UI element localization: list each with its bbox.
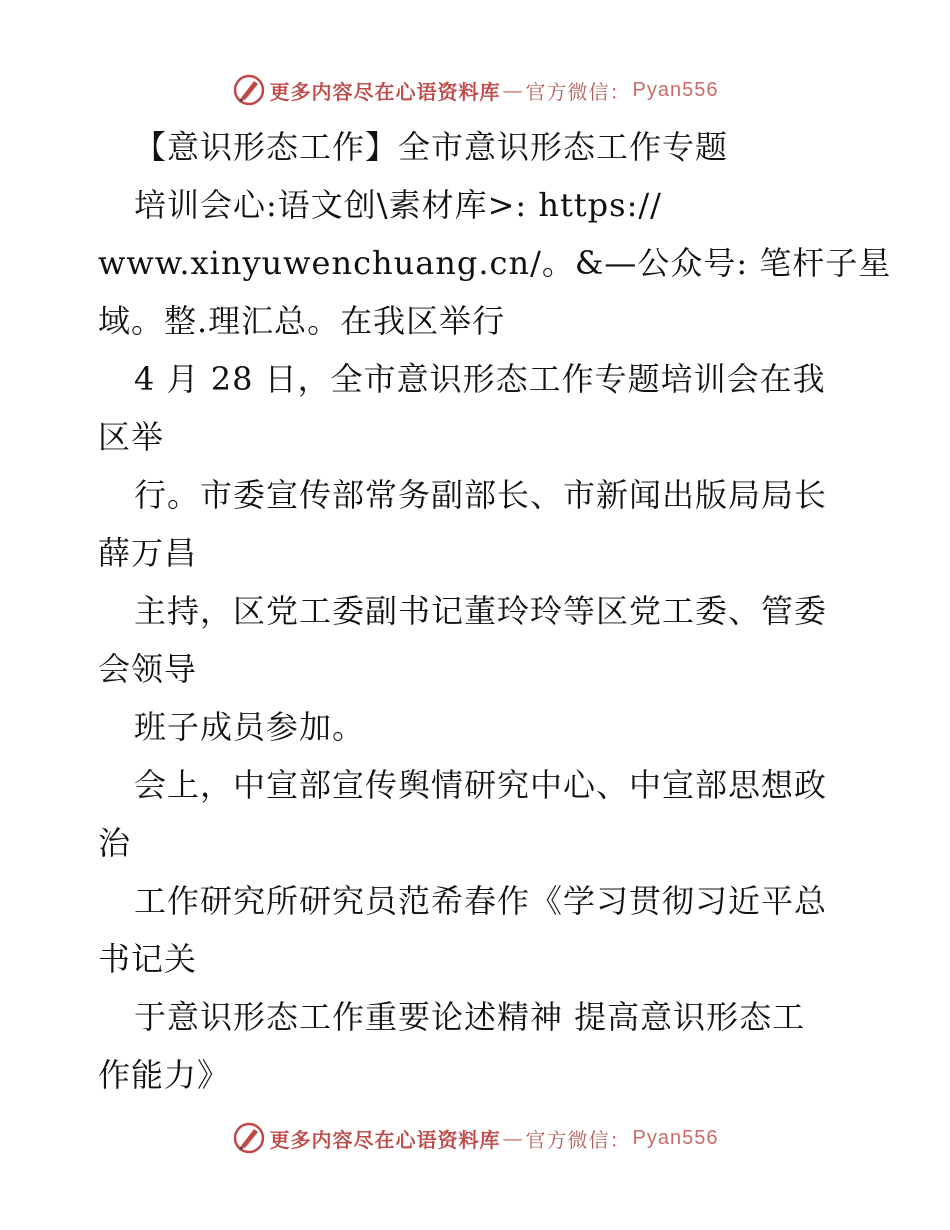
doc-line: 【意识形态工作】全市意识形态工作专题 <box>134 128 729 166</box>
quill-pen-logo-icon <box>232 73 266 107</box>
doc-line: 书记关 <box>98 940 198 978</box>
quill-pen-logo-icon <box>232 1121 266 1155</box>
doc-line: 域。整.理汇总。在我区举行 <box>98 302 506 340</box>
banner-wechat-id: Pyan556 <box>632 78 719 101</box>
banner-brand-text: 更多内容尽在心语资料库 <box>269 79 501 104</box>
document-body <box>98 118 892 1104</box>
doc-line: 治 <box>98 824 132 862</box>
banner-brand-text: 更多内容尽在心语资料库 <box>269 1127 501 1152</box>
banner-separator: — <box>502 1126 524 1150</box>
doc-line: 于意识形态工作重要论述精神 提高意识形态工 <box>134 998 806 1036</box>
doc-line: 作能力》 <box>98 1056 231 1094</box>
doc-line: 区举 <box>98 418 165 456</box>
banner-wechat-id: Pyan556 <box>632 1126 719 1149</box>
doc-line: www.xinyuwenchuang.cn/。&—公众号: 笔杆子星 <box>98 244 892 282</box>
banner-separator: — <box>502 78 524 102</box>
doc-line: 主持，区党工委副书记董玲玲等区党工委、管委 <box>134 592 828 630</box>
doc-line: 工作研究所研究员范希春作《学习贯彻习近平总 <box>134 882 828 920</box>
banner-official-label: 官方微信： <box>525 1127 631 1152</box>
header-watermark-banner <box>0 70 950 110</box>
doc-line: 班子成员参加。 <box>134 708 366 746</box>
doc-line: 会领导 <box>98 650 198 688</box>
doc-line: 薛万昌 <box>98 534 198 572</box>
doc-line: 行。市委宣传部常务副部长、市新闻出版局局长 <box>134 476 828 514</box>
doc-line: 培训会心:语文创\素材库>: https:// <box>134 186 662 224</box>
footer-watermark-banner <box>0 1118 950 1158</box>
doc-line: 会上，中宣部宣传舆情研究中心、中宣部思想政 <box>134 766 828 804</box>
banner-official-label: 官方微信： <box>525 79 631 104</box>
doc-line: 4 月 28 日，全市意识形态工作专题培训会在我 <box>134 360 826 398</box>
